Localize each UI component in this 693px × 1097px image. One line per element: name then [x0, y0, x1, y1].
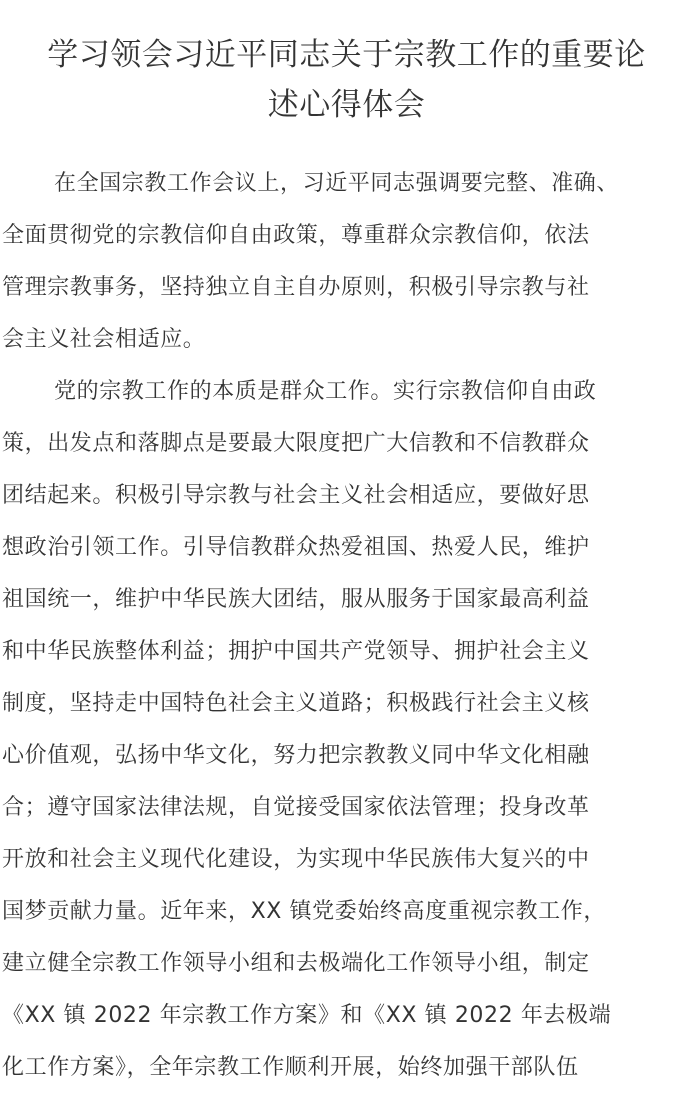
- document-body: [0, 158, 693, 1094]
- paragraph-2-line: 合；遵守国家法律法规，自觉接受国家依法管理；投身改革: [2, 795, 590, 820]
- paragraph-1-line: 会主义社会相适应。: [2, 327, 206, 352]
- paragraph-2-line: 制度，坚持走中国特色社会主义道路；积极践行社会主义核: [2, 691, 590, 716]
- paragraph-2-line: 祖国统一，维护中华民族大团结，服从服务于国家最高利益: [2, 587, 590, 612]
- paragraph-1-line: 管理宗教事务，坚持独立自主自办原则，积极引导宗教与社: [2, 275, 590, 300]
- title-line-1: 学习领会习近平同志关于宗教工作的重要论: [47, 37, 646, 73]
- paragraph-2-line: 团结起来。积极引导宗教与社会主义社会相适应，要做好思: [2, 483, 590, 508]
- paragraph-2-line: 和中华民族整体利益；拥护中国共产党领导、拥护社会主义: [2, 639, 590, 664]
- paragraph-1-line: 全面贯彻党的宗教信仰自由政策，尊重群众宗教信仰，依法: [2, 223, 590, 248]
- paragraph-2-line: 开放和社会主义现代化建设，为实现中华民族伟大复兴的中: [2, 847, 590, 872]
- paragraph-2-line: 化工作方案》，全年宗教工作顺利开展，始终加强干部队伍: [2, 1055, 579, 1080]
- document-title: [0, 30, 693, 130]
- paragraph-2-line: 心价值观，弘扬中华文化，努力把宗教教义同中华文化相融: [2, 743, 590, 768]
- paragraph-1-line: 在全国宗教工作会议上，习近平同志强调要完整、准确、: [54, 171, 620, 196]
- paragraph-2-line: 党的宗教工作的本质是群众工作。实行宗教信仰自由政: [54, 379, 597, 404]
- paragraph-2-line: 建立健全宗教工作领导小组和去极端化工作领导小组，制定: [2, 951, 590, 976]
- paragraph-2-line: 想政治引领工作。引导信教群众热爱祖国、热爱人民，维护: [2, 535, 590, 560]
- title-line-2: 述心得体会: [267, 87, 426, 123]
- paragraph-2-line: 策，出发点和落脚点是要最大限度把广大信教和不信教群众: [2, 431, 590, 456]
- paragraph-2-line: 《XX 镇 2022 年宗教工作方案》和《XX 镇 2022 年去极端: [2, 1003, 612, 1028]
- paragraph-2-line: 国梦贡献力量。近年来，XX 镇党委始终高度重视宗教工作，: [2, 899, 606, 924]
